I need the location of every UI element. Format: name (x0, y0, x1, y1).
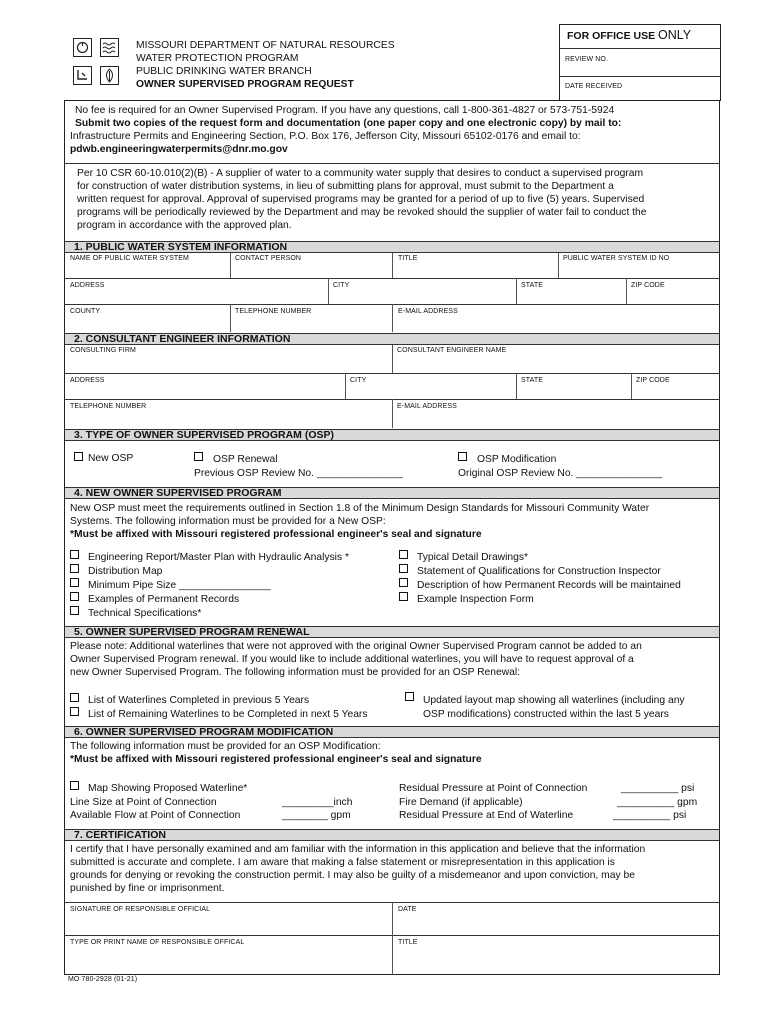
office-use-title: FOR OFFICE USE ONLY (567, 28, 692, 42)
item-checkbox[interactable] (399, 564, 408, 573)
item-label: Examples of Permanent Records (88, 594, 240, 605)
map-checkbox[interactable] (70, 781, 79, 790)
certification-para: grounds for denying or revoking the construction permit. I may also be guilty of a misdemeanor and upon conviction, may be (70, 870, 635, 881)
csr-line: written request for approval. Approval of supervised programs may be granted for a period of up to five (5) years. Supervised (77, 194, 645, 205)
residual-end-field[interactable]: __________ psi (613, 810, 687, 821)
item-label: Technical Specifications* (88, 608, 202, 619)
intro-line: No fee is required for an Owner Supervised Program. If you have any questions, call 1-800-361-4827 or 573-751-5924 (75, 105, 615, 116)
address-label: ADDRESS (70, 377, 105, 384)
tap-icon (73, 66, 92, 85)
osp-renewal-label: OSP Renewal (213, 454, 278, 465)
section-7-header: 7. CERTIFICATION (65, 829, 719, 841)
available-flow-label: Available Flow at Point of Connection (70, 810, 241, 821)
item-label: OSP modifications) constructed within the last 5 years (423, 709, 669, 720)
zip-label: ZIP CODE (631, 282, 665, 289)
available-flow-field[interactable]: ________ gpm (282, 810, 351, 821)
certification-para: punished by fine or imprisonment. (70, 883, 225, 894)
item-label: Example Inspection Form (417, 594, 534, 605)
item-checkbox[interactable] (70, 606, 79, 615)
section-2-header: 2. CONSULTANT ENGINEER INFORMATION (65, 333, 719, 345)
section-4-para: Systems. The following information must be provided for a New OSP: (70, 516, 386, 527)
csr-line: programs will be periodically reviewed by the Department and may be revoked should the supplier of water fail to conduct the (77, 207, 647, 218)
intro-email[interactable]: pdwb.engineeringwaterpermits@dnr.mo.gov (70, 144, 288, 155)
item-label: List of Remaining Waterlines to be Completed in next 5 Years (88, 709, 368, 720)
signature-label: SIGNATURE OF RESPONSIBLE OFFICIAL (70, 906, 211, 913)
item-label: Typical Detail Drawings* (417, 552, 529, 563)
previous-review-label: Previous OSP Review No. _______________ (194, 468, 403, 479)
osp-renewal-checkbox[interactable] (194, 452, 203, 461)
fire-demand-field[interactable]: __________ gpm (617, 797, 698, 808)
certification-para: I certify that I have personally examined and am familiar with the information in this application and believe that the information (70, 844, 646, 855)
section-5-para: new Owner Supervised Program. The following information must be provided for an OSP Renewal: (70, 667, 521, 678)
new-osp-label: New OSP (88, 453, 134, 464)
section-5-para: Owner Supervised Program renewal. If you would like to include additional waterlines, you will have to request approval of a (70, 654, 634, 665)
water-drop-icon (73, 38, 92, 57)
certification-para: submitted is accurate and complete. I am aware that making a false statement or misrepresentation in this application is (70, 857, 615, 868)
title-label: TITLE (398, 255, 418, 262)
email-label: E-MAIL ADDRESS (398, 308, 458, 315)
csr-line: for construction of water distribution systems, in lieu of submitting plans for approval, must submit to the Department a (77, 181, 614, 192)
pws-name-label: NAME OF PUBLIC WATER SYSTEM (70, 255, 189, 262)
agency-line: PUBLIC DRINKING WATER BRANCH (136, 66, 312, 77)
line-size-field[interactable]: _________inch (282, 797, 353, 808)
section-4-para: New OSP must meet the requirements outlined in Section 1.8 of the Minimum Design Standards for Missouri Community Water (70, 503, 650, 514)
item-checkbox[interactable] (70, 592, 79, 601)
leaf-icon (100, 66, 119, 85)
email-label: E-MAIL ADDRESS (397, 403, 457, 410)
intro-line-bold: Submit two copies of the request form and documentation (one paper copy and one electronic copy) by mail to: (75, 118, 622, 129)
new-osp-checkbox[interactable] (74, 452, 83, 461)
section-1-header: 1. PUBLIC WATER SYSTEM INFORMATION (65, 241, 719, 253)
city-label: CITY (350, 377, 367, 384)
item-checkbox[interactable] (70, 707, 79, 716)
item-checkbox[interactable] (399, 550, 408, 559)
item-label: Minimum Pipe Size ________________ (88, 580, 271, 591)
original-review-label: Original OSP Review No. _______________ (458, 468, 663, 479)
item-checkbox[interactable] (399, 578, 408, 587)
agency-line: MISSOURI DEPARTMENT OF NATURAL RESOURCES (136, 40, 395, 51)
item-label: Description of how Permanent Records will be maintained (417, 580, 681, 591)
osp-modification-checkbox[interactable] (458, 452, 467, 461)
consulting-firm-label: CONSULTING FIRM (70, 347, 136, 354)
item-label: Engineering Report/Master Plan with Hydraulic Analysis * (88, 552, 349, 563)
line-size-label: Line Size at Point of Connection (70, 797, 217, 808)
fire-demand-label: Fire Demand (if applicable) (399, 797, 523, 808)
residual-end-label: Residual Pressure at End of Waterline (399, 810, 574, 821)
title-label: TITLE (398, 939, 418, 946)
section-6-para: The following information must be provided for an OSP Modification: (70, 741, 381, 752)
item-label: Updated layout map showing all waterlines (including any (423, 695, 685, 706)
waves-icon (100, 38, 119, 57)
item-checkbox[interactable] (70, 564, 79, 573)
seal-note: *Must be affixed with Missouri registered professional engineer's seal and signature (70, 754, 482, 765)
residual-conn-label: Residual Pressure at Point of Connection (399, 783, 588, 794)
engineer-name-label: CONSULTANT ENGINEER NAME (397, 347, 507, 354)
seal-note: *Must be affixed with Missouri registered professional engineer's seal and signature (70, 529, 482, 540)
contact-person-label: CONTACT PERSON (235, 255, 302, 262)
item-checkbox[interactable] (70, 693, 79, 702)
form-title: OWNER SUPERVISED PROGRAM REQUEST (136, 79, 354, 90)
date-received-label: DATE RECEIVED (565, 83, 623, 90)
item-label: Statement of Qualifications for Construction Inspector (417, 566, 661, 577)
csr-line: Per 10 CSR 60-10.010(2)(B) - A supplier of water to a community water supply that desires to conduct a supervised program (77, 168, 644, 179)
form-number: MO 780-2928 (01-21) (68, 976, 138, 983)
item-checkbox[interactable] (405, 692, 414, 701)
item-checkbox[interactable] (70, 550, 79, 559)
agency-line: WATER PROTECTION PROGRAM (136, 53, 299, 64)
telephone-label: TELEPHONE NUMBER (70, 403, 147, 410)
residual-conn-field[interactable]: __________ psi (621, 783, 695, 794)
city-label: CITY (333, 282, 350, 289)
intro-line: Infrastructure Permits and Engineering Section, P.O. Box 176, Jefferson City, Missouri 65102-0176 and email to: (70, 131, 581, 142)
telephone-label: TELEPHONE NUMBER (235, 308, 312, 315)
date-label: DATE (398, 906, 417, 913)
pws-id-label: PUBLIC WATER SYSTEM ID NO (563, 255, 670, 262)
state-label: STATE (521, 377, 544, 384)
state-label: STATE (521, 282, 544, 289)
section-3-header: 3. TYPE OF OWNER SUPERVISED PROGRAM (OSP) (65, 429, 719, 441)
zip-label: ZIP CODE (636, 377, 670, 384)
print-name-label: TYPE OR PRINT NAME OF RESPONSIBLE OFFICAL (70, 939, 245, 946)
section-5-para: Please note: Additional waterlines that were not approved with the original Owner Supervised Program cannot be added to an (70, 641, 642, 652)
review-no-label: REVIEW NO. (565, 56, 609, 63)
item-checkbox[interactable] (70, 578, 79, 587)
item-label: Distribution Map (88, 566, 163, 577)
csr-line: program in accordance with the approved plan. (77, 220, 292, 231)
osp-modification-label: OSP Modification (477, 454, 557, 465)
item-label: List of Waterlines Completed in previous 5 Years (88, 695, 310, 706)
item-checkbox[interactable] (399, 592, 408, 601)
address-label: ADDRESS (70, 282, 105, 289)
section-4-header: 4. NEW OWNER SUPERVISED PROGRAM (65, 487, 719, 499)
section-5-header: 5. OWNER SUPERVISED PROGRAM RENEWAL (65, 626, 719, 638)
map-label: Map Showing Proposed Waterline* (88, 783, 248, 794)
section-6-header: 6. OWNER SUPERVISED PROGRAM MODIFICATION (65, 726, 719, 738)
agency-logo (70, 36, 126, 94)
county-label: COUNTY (70, 308, 101, 315)
